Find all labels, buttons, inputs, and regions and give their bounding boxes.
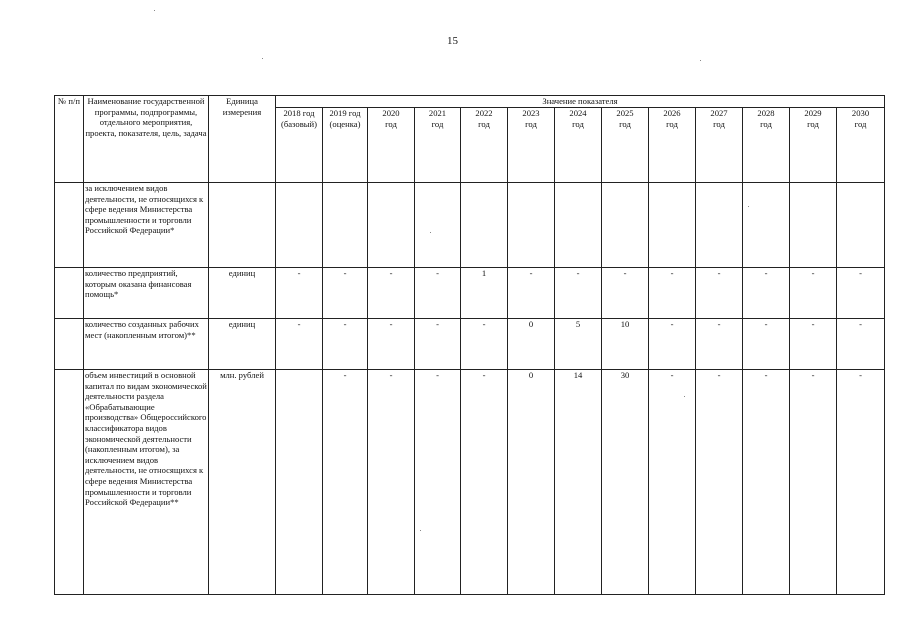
row-value: - [837, 319, 885, 370]
row-value: - [602, 268, 649, 319]
row-value: - [276, 319, 323, 370]
header-year-note: год [431, 118, 444, 129]
header-values-group: Значение показателя [276, 96, 885, 108]
header-year-5 [508, 108, 555, 183]
scan-speck [700, 60, 701, 61]
row-value: - [790, 268, 837, 319]
row-value: 30 [602, 370, 649, 595]
row-value: - [837, 268, 885, 319]
header-year-12 [837, 108, 885, 183]
row-value [837, 183, 885, 268]
row-value: 10 [602, 319, 649, 370]
row-unit: единиц [209, 319, 276, 370]
row-num [55, 370, 84, 595]
row-value: - [555, 268, 602, 319]
scan-speck [262, 58, 263, 59]
row-unit: млн. рублей [209, 370, 276, 595]
header-num: № п/п [55, 96, 84, 183]
scan-speck [684, 396, 685, 397]
header-year-0 [276, 108, 323, 183]
row-value [555, 183, 602, 268]
row-unit [209, 183, 276, 268]
header-year-note: год [385, 118, 397, 129]
row-unit: единиц [209, 268, 276, 319]
header-year-9 [696, 108, 743, 183]
scan-speck [154, 10, 155, 11]
row-value: - [743, 370, 790, 595]
row-value [276, 370, 323, 595]
row-value: 5 [555, 319, 602, 370]
row-value [276, 183, 323, 268]
header-year-label: 2022 [475, 108, 493, 118]
row-value [649, 183, 696, 268]
scan-speck [748, 206, 749, 207]
header-year-8 [649, 108, 696, 183]
header-year-6 [555, 108, 602, 183]
row-value: - [508, 268, 555, 319]
header-year-2 [368, 108, 415, 183]
table-row [55, 268, 885, 319]
header-year-note: год [525, 118, 537, 129]
header-year-note: год [713, 118, 725, 129]
row-value [790, 183, 837, 268]
header-year-label: 2019 год [329, 108, 361, 118]
header-unit: Единица измерения [209, 96, 276, 183]
row-value: 0 [508, 319, 555, 370]
header-year-3 [415, 108, 461, 183]
header-year-label: 2029 [804, 108, 822, 118]
row-value: - [743, 268, 790, 319]
row-value: - [743, 319, 790, 370]
header-year-note: год [854, 118, 867, 129]
indicator-table [54, 95, 885, 595]
row-value [461, 183, 508, 268]
row-value [415, 183, 461, 268]
row-num [55, 268, 84, 319]
header-year-note: год [619, 118, 631, 129]
row-value: - [415, 319, 461, 370]
header-year-label: 2024 [569, 108, 587, 118]
row-num [55, 319, 84, 370]
header-year-note: (базовый) [281, 118, 317, 129]
row-value: - [323, 319, 368, 370]
row-value: - [649, 319, 696, 370]
header-year-label: 2025 [616, 108, 634, 118]
header-year-label: 2021 [428, 108, 447, 118]
header-year-11 [790, 108, 837, 183]
row-value: - [415, 370, 461, 595]
row-value [602, 183, 649, 268]
row-value: - [837, 370, 885, 595]
row-value: 14 [555, 370, 602, 595]
header-year-label: 2023 [522, 108, 540, 118]
row-num [55, 183, 84, 268]
row-name: за исключением видов деятельности, не относящихся к сфере ведения Министерства промышленности и торговли Российской Федерации* [84, 183, 209, 268]
row-value: - [461, 319, 508, 370]
header-year-label: 2020 [382, 108, 400, 118]
row-value: - [368, 370, 415, 595]
header-year-7 [602, 108, 649, 183]
table-row [55, 183, 885, 268]
header-year-label: 2027 [710, 108, 728, 118]
row-value: - [323, 268, 368, 319]
header-year-note: год [807, 118, 819, 129]
scan-speck [430, 232, 431, 233]
row-name: количество созданных рабочих мест (накопленным итогом)** [84, 319, 209, 370]
row-value: - [649, 268, 696, 319]
header-year-label: 2028 [757, 108, 775, 118]
header-year-1 [323, 108, 368, 183]
header-year-note: (оценка) [329, 118, 361, 129]
row-value: - [276, 268, 323, 319]
row-value: - [323, 370, 368, 595]
header-year-note: год [478, 118, 490, 129]
row-value [743, 183, 790, 268]
row-name: количество предприятий, которым оказана финансовая помощь* [84, 268, 209, 319]
row-value [508, 183, 555, 268]
header-year-note: год [760, 118, 772, 129]
row-value: - [368, 319, 415, 370]
table-row [55, 370, 885, 595]
page-number: 15 [447, 35, 458, 47]
table-row [55, 319, 885, 370]
row-value: - [790, 319, 837, 370]
row-value: - [790, 370, 837, 595]
row-value: - [649, 370, 696, 595]
header-year-label: 2026 [663, 108, 681, 118]
row-name: объем инвестиций в основной капитал по видам экономической деятельности раздела «Обрабатывающие производства» Общероссийского классификатора видов экономической деятельности (накопленным итогом), за исключением видов деятельности, не относящихся к сфере ведения Министерства промышленности и торговли Российской Федерации** [84, 370, 209, 595]
row-value: - [368, 268, 415, 319]
row-value: - [461, 370, 508, 595]
row-value [696, 183, 743, 268]
header-year-note: год [666, 118, 678, 129]
row-value: - [696, 319, 743, 370]
row-value: 1 [461, 268, 508, 319]
header-name: Наименование государственной программы, подпрограммы, отдельного мероприятия, проекта, показателя, цель, задача [84, 96, 209, 183]
row-value [368, 183, 415, 268]
row-value: - [696, 370, 743, 595]
row-value: - [696, 268, 743, 319]
row-value: - [415, 268, 461, 319]
row-value [323, 183, 368, 268]
scan-speck [420, 530, 421, 531]
header-year-label: 2030 [851, 108, 870, 118]
header-year-label: 2018 год [283, 108, 315, 118]
header-year-4 [461, 108, 508, 183]
header-year-10 [743, 108, 790, 183]
row-value: 0 [508, 370, 555, 595]
header-year-note: год [572, 118, 584, 129]
